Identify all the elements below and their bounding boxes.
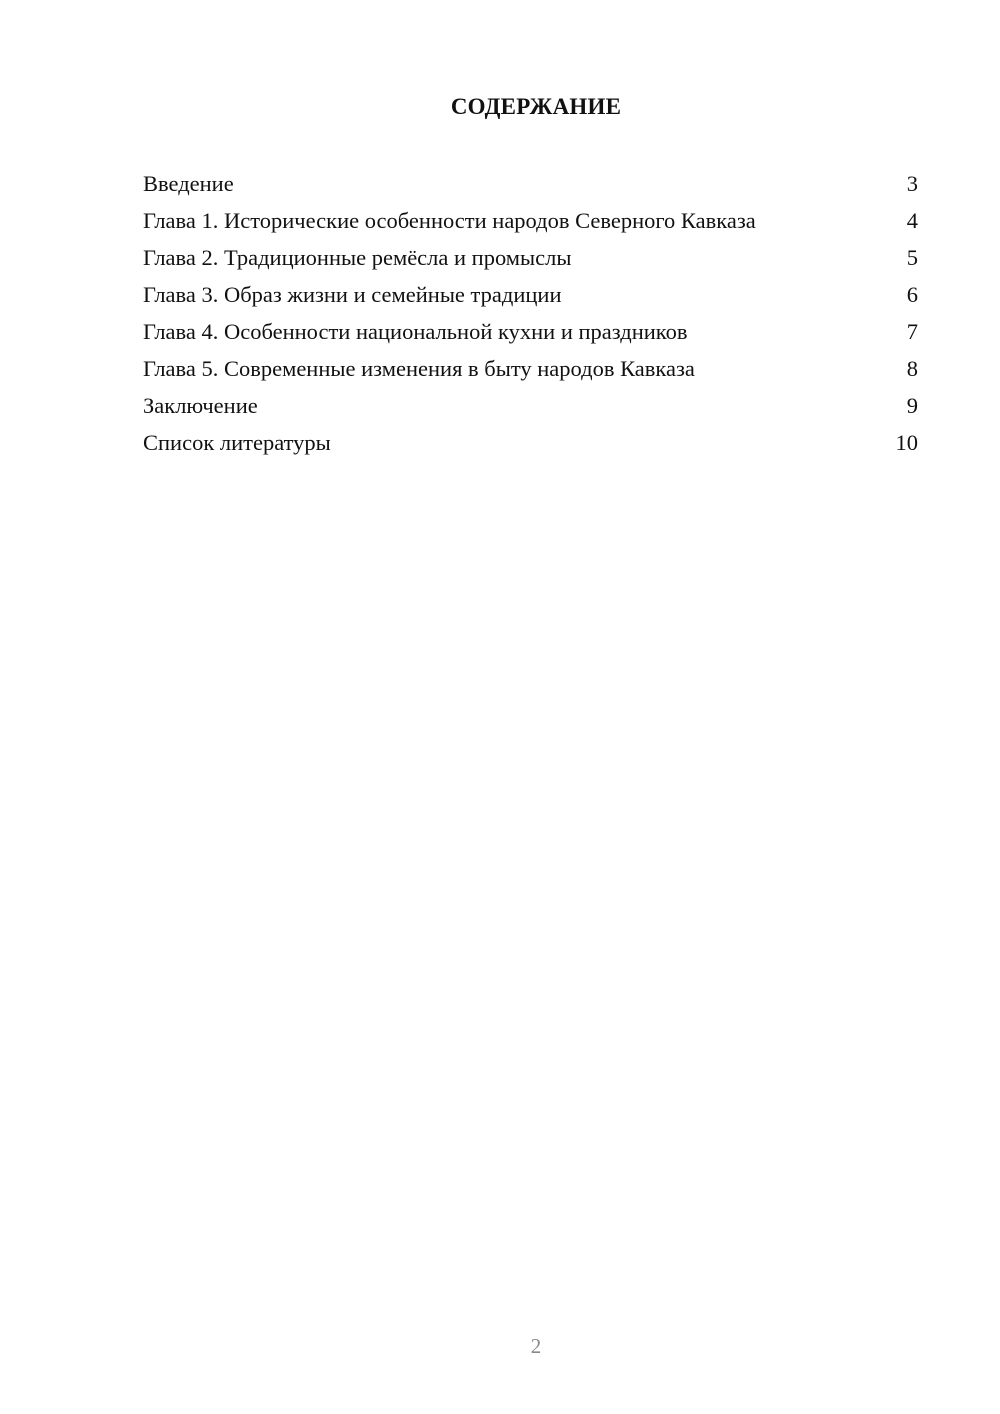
toc-entry-label: Глава 3. Образ жизни и семейные традиции [143, 282, 562, 307]
toc-entry-page: 9 [906, 393, 918, 418]
toc-entry-label: Глава 5. Современные изменения в быту народов Кавказа [143, 356, 695, 381]
toc-entry-label: Глава 4. Особенности национальной кухни и праздников [143, 319, 688, 344]
toc-entry-page: 5 [906, 245, 918, 270]
toc-entry-chapter-5 [143, 355, 918, 382]
toc-entry-chapter-1 [143, 207, 918, 234]
toc-entry-introduction [143, 170, 918, 197]
toc-entry-label: Заключение [143, 393, 258, 418]
toc-entry-page: 8 [906, 356, 918, 381]
toc-entry-label: Глава 1. Исторические особенности народов Северного Кавказа [143, 208, 756, 233]
toc-entry-bibliography [143, 429, 918, 456]
toc-entry-label: Список литературы [143, 430, 331, 455]
toc-entry-conclusion [143, 392, 918, 419]
toc-entry-page: 3 [906, 171, 918, 196]
toc-entry-chapter-3 [143, 281, 918, 308]
toc-entry-page: 4 [906, 208, 918, 233]
toc-entry-page: 10 [895, 430, 918, 455]
table-of-contents [143, 170, 918, 466]
toc-entry-chapter-4 [143, 318, 918, 345]
page-number: 2 [530, 1334, 542, 1358]
toc-entry-page: 7 [906, 319, 918, 344]
toc-entry-chapter-2 [143, 244, 918, 271]
toc-entry-label: Глава 2. Традиционные ремёсла и промыслы [143, 245, 572, 270]
toc-entry-page: 6 [906, 282, 918, 307]
page-title: СОДЕРЖАНИЕ [450, 94, 622, 119]
toc-entry-label: Введение [143, 171, 234, 196]
